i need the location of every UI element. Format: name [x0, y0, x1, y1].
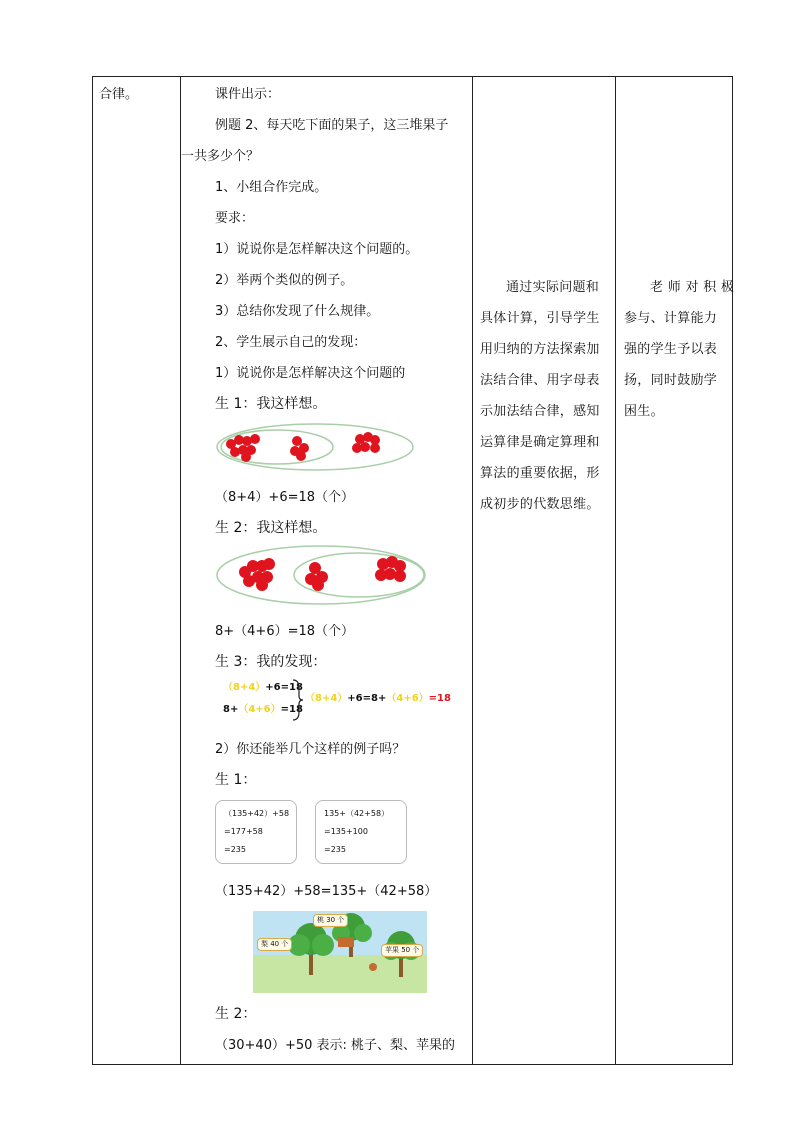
text-line: 老 师 对 积 极 [650, 280, 735, 295]
text-line: 具体计算，引导学生 [480, 311, 600, 326]
formula-1: （8+4）+6=18 [223, 682, 303, 693]
text-line: 生 1： [215, 772, 257, 788]
column-divider [615, 77, 616, 1064]
cell-col1 [99, 79, 138, 110]
fruit-grouping-1 [215, 420, 415, 476]
text-line: 参与、计算能力 [624, 311, 718, 326]
formula-2: 8+（4+6）=18 [223, 704, 303, 715]
text-line: 生 2：我这样想。 [215, 520, 327, 536]
text-line: 生 1：我这样想。 [215, 396, 327, 412]
equation: （135+42）+58=135+（42+58） [215, 884, 438, 899]
lesson-table [92, 76, 733, 1065]
text-line: 运算律是确定算理和 [480, 435, 600, 450]
text-line: 通过实际问题和 [506, 280, 600, 295]
column-divider [472, 77, 473, 1064]
discovery-formulas [223, 678, 471, 726]
text-line: 生 3：我的发现： [215, 654, 327, 670]
example-box-2: 135+（42+58） =135+100 =235 [315, 800, 407, 864]
cell-col4 [624, 272, 735, 427]
text-line: 课件出示： [215, 87, 281, 102]
example-box-1: （135+42）+58 =177+58 =235 [215, 800, 297, 864]
text-line: 成初步的代数思维。 [480, 497, 600, 512]
sign-apple: 苹果 50 个 [381, 944, 423, 957]
column-divider [180, 77, 181, 1064]
brace-icon [291, 678, 305, 722]
text-line: 强的学生予以表 [624, 342, 718, 357]
example-boxes [215, 800, 471, 872]
apple-pile-4 [305, 562, 328, 591]
text-line: 1）说说你是怎样解决这个问题的 [215, 366, 406, 381]
text-line: 要求： [215, 211, 255, 226]
text-line: 生 2： [215, 1006, 257, 1022]
formula-combined: （8+4）+6=8+（4+6）=18 [305, 693, 451, 704]
text-line: 1）说说你是怎样解决这个问题的。 [215, 242, 419, 257]
text-line: 困生。 [624, 404, 664, 419]
text-line: 2）你还能举几个这样的例子吗？ [215, 742, 406, 757]
text-line: 3）总结你发现了什么规律。 [215, 304, 380, 319]
text-line: 用归纳的方法探索加 [480, 342, 600, 357]
cell-col3 [480, 272, 612, 520]
apple-pile-4 [290, 436, 309, 461]
apple-pile-8 [226, 434, 260, 462]
sign-pear: 梨 40 个 [257, 938, 292, 951]
orchard-illustration [253, 911, 427, 993]
text-line: 合律。 [99, 87, 139, 102]
text-line: 1、小组合作完成。 [215, 180, 328, 195]
text-line: 一共多少个？ [181, 149, 260, 164]
text-line: 例题 2、每天吃下面的果子，这三堆果子 [215, 118, 449, 133]
cell-col2 [181, 79, 471, 1061]
text-line: 算法的重要依据，形 [480, 466, 600, 481]
apple-pile-8 [239, 558, 275, 591]
text-line: 2）举两个类似的例子。 [215, 273, 354, 288]
text-line: 法结合律、用字母表 [480, 373, 600, 388]
text-line: 示加法结合律，感知 [480, 404, 600, 419]
equation: （30+40）+50 表示: 桃子、梨、苹果的 [215, 1038, 456, 1053]
apple-pile-6 [352, 432, 380, 453]
text-line: 2、学生展示自己的发现： [215, 335, 367, 350]
apple-pile-6 [375, 556, 406, 582]
equation: 8+（4+6）=18（个） [215, 624, 355, 639]
fruit-grouping-2 [215, 544, 431, 608]
equation: （8+4）+6=18（个） [215, 490, 355, 505]
sign-peach: 桃 30 个 [313, 914, 348, 927]
text-line: 扬，同时鼓励学 [624, 373, 718, 388]
